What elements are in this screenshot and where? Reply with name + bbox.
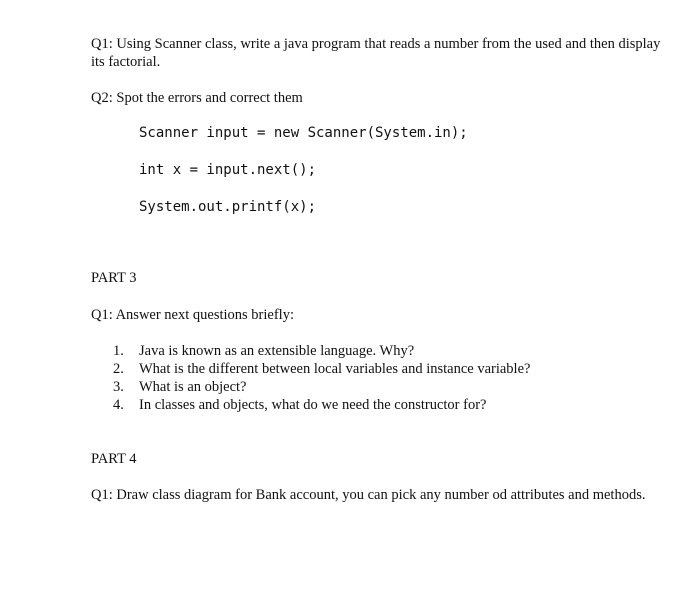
part2-q1-text: Q1: Using Scanner class, write a java program that reads a number from the used and then display its factorial. bbox=[91, 36, 661, 70]
part4-heading: PART 4 bbox=[91, 451, 137, 467]
code-line-3: System.out.printf(x); bbox=[139, 199, 317, 215]
list-item bbox=[113, 342, 673, 360]
list-item bbox=[113, 378, 673, 396]
list-item-text: What is an object? bbox=[139, 379, 247, 395]
part2-q2-text: Q2: Spot the errors and correct them bbox=[91, 90, 303, 106]
part3-q1-text: Q1: Answer next questions briefly: bbox=[91, 307, 294, 323]
list-item bbox=[113, 360, 673, 378]
part4-q1-text: Q1: Draw class diagram for Bank account, you can pick any number od attributes and methods. bbox=[91, 487, 646, 503]
list-item-number: 3. bbox=[113, 379, 124, 395]
part3-question-list bbox=[113, 342, 673, 414]
part3-heading: PART 3 bbox=[91, 270, 137, 286]
code-line-2: int x = input.next(); bbox=[139, 162, 317, 178]
list-item-text: In classes and objects, what do we need the constructor for? bbox=[139, 397, 487, 413]
list-item-text: Java is known as an extensible language. Why? bbox=[139, 343, 415, 359]
code-line-1: Scanner input = new Scanner(System.in); bbox=[139, 125, 468, 141]
list-item bbox=[113, 396, 673, 414]
list-item-text: What is the different between local variables and instance variable? bbox=[139, 361, 531, 377]
list-item-number: 2. bbox=[113, 361, 124, 377]
list-item-number: 1. bbox=[113, 343, 124, 359]
list-item-number: 4. bbox=[113, 397, 124, 413]
